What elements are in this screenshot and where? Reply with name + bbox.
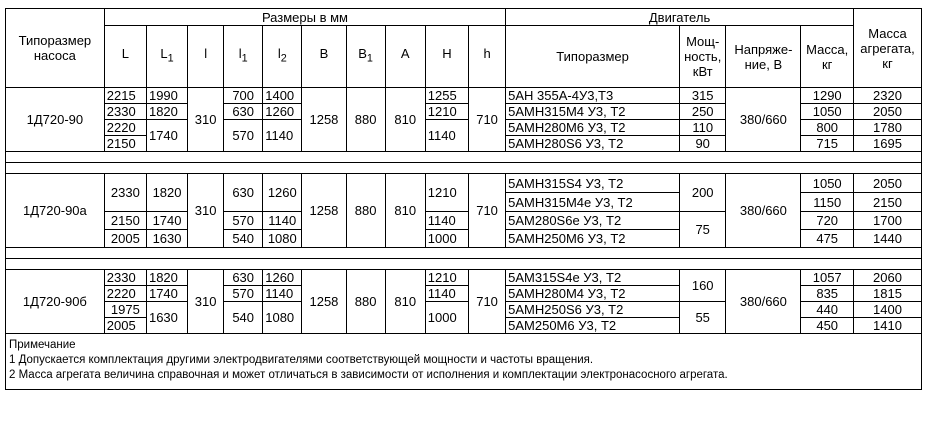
- cell-l: 310: [188, 174, 224, 248]
- engine-type-cell: 5АМН250S6 У3, Т2: [506, 302, 680, 318]
- cell-H: 1210: [425, 270, 468, 286]
- engine-type-cell: 5АМН280S6 У3, Т2: [506, 136, 680, 152]
- group-separator: [6, 248, 922, 259]
- pump-type-cell: 1Д720-90а: [6, 174, 105, 248]
- cell-L1: 1820: [146, 174, 187, 212]
- voltage-cell: 380/660: [726, 88, 801, 152]
- cell-l1: 570: [224, 120, 263, 152]
- notes-title: Примечание: [9, 339, 76, 351]
- header-pump-type: Типоразмер насоса: [6, 9, 105, 88]
- cell-A: 810: [385, 174, 425, 248]
- cell-l2: 1140: [263, 286, 302, 302]
- header-engine-mass: Масса, кг: [801, 26, 854, 88]
- cell-l2: 1400: [263, 88, 302, 104]
- cell-L: 2215: [104, 88, 146, 104]
- cell-l1: 630: [224, 174, 263, 212]
- pump-type-cell: 1Д720-90б: [6, 270, 105, 334]
- header-dim-l: l: [188, 26, 224, 88]
- cell-L: 2330: [104, 270, 146, 286]
- cell-H: 1210: [425, 174, 468, 212]
- group-separator: [6, 163, 922, 174]
- cell-L: 2005: [104, 230, 146, 248]
- engine-type-cell: 5АМ315S4е У3, Т2: [506, 270, 680, 286]
- engine-mass-cell: 1057: [801, 270, 854, 286]
- cell-l2: 1080: [263, 302, 302, 334]
- engine-mass-cell: 720: [801, 212, 854, 230]
- engine-type-cell: 5АМН250М6 У3, Т2: [506, 230, 680, 248]
- header-dim-B: B: [302, 26, 346, 88]
- cell-L1: 1740: [146, 286, 187, 302]
- cell-B1: 880: [346, 174, 385, 248]
- cell-L: 2150: [104, 136, 146, 152]
- group-separator: [6, 152, 922, 163]
- cell-L1: 1740: [146, 120, 187, 152]
- header-dim-B1: $B_1$: [346, 26, 385, 88]
- cell-l2: 1260: [263, 270, 302, 286]
- cell-L1: 1820: [146, 104, 187, 120]
- header-engine: Двигатель: [506, 9, 854, 26]
- cell-B: 1258: [302, 270, 346, 334]
- cell-l2: 1080: [263, 230, 302, 248]
- cell-H: 1140: [425, 212, 468, 230]
- cell-l1: 570: [224, 212, 263, 230]
- engine-mass-cell: 440: [801, 302, 854, 318]
- unit-mass-cell: 1815: [853, 286, 921, 302]
- cell-B1: 880: [346, 270, 385, 334]
- cell-L: 2220: [104, 120, 146, 136]
- power-cell: 75: [680, 212, 726, 248]
- notes-block: [6, 334, 922, 390]
- unit-mass-cell: 2050: [853, 174, 921, 193]
- note-item: 1 Допускается комплектация другими электродвигателями соответствующей мощности и частоты вращения.: [9, 354, 594, 366]
- power-cell: 160: [680, 270, 726, 302]
- cell-h: 710: [469, 174, 506, 248]
- unit-mass-cell: 1700: [853, 212, 921, 230]
- power-cell: 315: [680, 88, 726, 104]
- cell-L: 2330: [104, 174, 146, 212]
- power-cell: 200: [680, 174, 726, 212]
- header-dim-h: h: [469, 26, 506, 88]
- header-dim-L: L: [104, 26, 146, 88]
- cell-L: 2150: [104, 212, 146, 230]
- cell-H: 1140: [425, 120, 468, 152]
- cell-h: 710: [469, 270, 506, 334]
- cell-H: 1210: [425, 104, 468, 120]
- unit-mass-cell: 2060: [853, 270, 921, 286]
- cell-l: 310: [188, 88, 224, 152]
- unit-mass-cell: 2150: [853, 193, 921, 212]
- cell-B: 1258: [302, 88, 346, 152]
- cell-h: 710: [469, 88, 506, 152]
- cell-A: 810: [385, 270, 425, 334]
- cell-H: 1140: [425, 286, 468, 302]
- cell-L1: 1630: [146, 230, 187, 248]
- engine-mass-cell: 475: [801, 230, 854, 248]
- cell-l: 310: [188, 270, 224, 334]
- header-dim-l2: $l_2$: [263, 26, 302, 88]
- cell-H: 1000: [425, 302, 468, 334]
- cell-L: 2220: [104, 286, 146, 302]
- cell-L: 2330: [104, 104, 146, 120]
- cell-l1: 570: [224, 286, 263, 302]
- engine-type-cell: 5АМ280S6е У3, Т2: [506, 212, 680, 230]
- cell-L: 2005: [104, 318, 146, 334]
- engine-type-cell: 5АМН315М4 У3, Т2: [506, 104, 680, 120]
- header-dim-l1: $l_1$: [224, 26, 263, 88]
- group-separator: [6, 259, 922, 270]
- engine-type-cell: 5АН 355А-4У3,Т3: [506, 88, 680, 104]
- unit-mass-cell: 1440: [853, 230, 921, 248]
- pump-spec-table: [5, 8, 922, 390]
- unit-mass-cell: 1695: [853, 136, 921, 152]
- cell-L1: 1990: [146, 88, 187, 104]
- power-cell: 55: [680, 302, 726, 334]
- header-dim-A: A: [385, 26, 425, 88]
- engine-type-cell: 5АМН315М4е У3, Т2: [506, 193, 680, 212]
- header-power: Мощ-ность, кВт: [680, 26, 726, 88]
- engine-type-cell: 5АМН315S4 У3, Т2: [506, 174, 680, 193]
- header-unit-mass: Масса агрегата, кг: [853, 9, 921, 88]
- cell-B: 1258: [302, 174, 346, 248]
- power-cell: 110: [680, 120, 726, 136]
- cell-L1: 1630: [146, 302, 187, 334]
- cell-L: 1975: [104, 302, 146, 318]
- cell-L1: 1820: [146, 270, 187, 286]
- engine-mass-cell: 450: [801, 318, 854, 334]
- engine-mass-cell: 1050: [801, 104, 854, 120]
- engine-mass-cell: 1150: [801, 193, 854, 212]
- header-dim-L1: $L_1$: [146, 26, 187, 88]
- engine-mass-cell: 835: [801, 286, 854, 302]
- voltage-cell: 380/660: [726, 270, 801, 334]
- pump-type-cell: 1Д720-90: [6, 88, 105, 152]
- unit-mass-cell: 1410: [853, 318, 921, 334]
- header-voltage: Напряже-ние, В: [726, 26, 801, 88]
- cell-l1: 540: [224, 302, 263, 334]
- cell-H: 1000: [425, 230, 468, 248]
- engine-mass-cell: 800: [801, 120, 854, 136]
- header-dimensions: Размеры в мм: [104, 9, 505, 26]
- header-dim-H: H: [425, 26, 468, 88]
- cell-l2: 1260: [263, 174, 302, 212]
- engine-type-cell: 5АМ250М6 У3, Т2: [506, 318, 680, 334]
- unit-mass-cell: 2050: [853, 104, 921, 120]
- cell-l1: 700: [224, 88, 263, 104]
- cell-A: 810: [385, 88, 425, 152]
- engine-type-cell: 5АМН280М4 У3, Т2: [506, 286, 680, 302]
- power-cell: 250: [680, 104, 726, 120]
- header-engine-type: Типоразмер: [506, 26, 680, 88]
- cell-L1: 1740: [146, 212, 187, 230]
- cell-H: 1255: [425, 88, 468, 104]
- unit-mass-cell: 1780: [853, 120, 921, 136]
- cell-l1: 630: [224, 270, 263, 286]
- engine-mass-cell: 1050: [801, 174, 854, 193]
- engine-mass-cell: 715: [801, 136, 854, 152]
- cell-l1: 540: [224, 230, 263, 248]
- cell-l2: 1140: [263, 212, 302, 230]
- cell-l2: 1260: [263, 104, 302, 120]
- unit-mass-cell: 2320: [853, 88, 921, 104]
- note-item: 2 Масса агрегата величина справочная и может отличаться в зависимости от исполнения и комплектации электронасосного агрегата.: [9, 369, 728, 381]
- power-cell: 90: [680, 136, 726, 152]
- engine-type-cell: 5АМН280М6 У3, Т2: [506, 120, 680, 136]
- voltage-cell: 380/660: [726, 174, 801, 248]
- cell-B1: 880: [346, 88, 385, 152]
- engine-mass-cell: 1290: [801, 88, 854, 104]
- cell-l2: 1140: [263, 120, 302, 152]
- unit-mass-cell: 1400: [853, 302, 921, 318]
- cell-l1: 630: [224, 104, 263, 120]
